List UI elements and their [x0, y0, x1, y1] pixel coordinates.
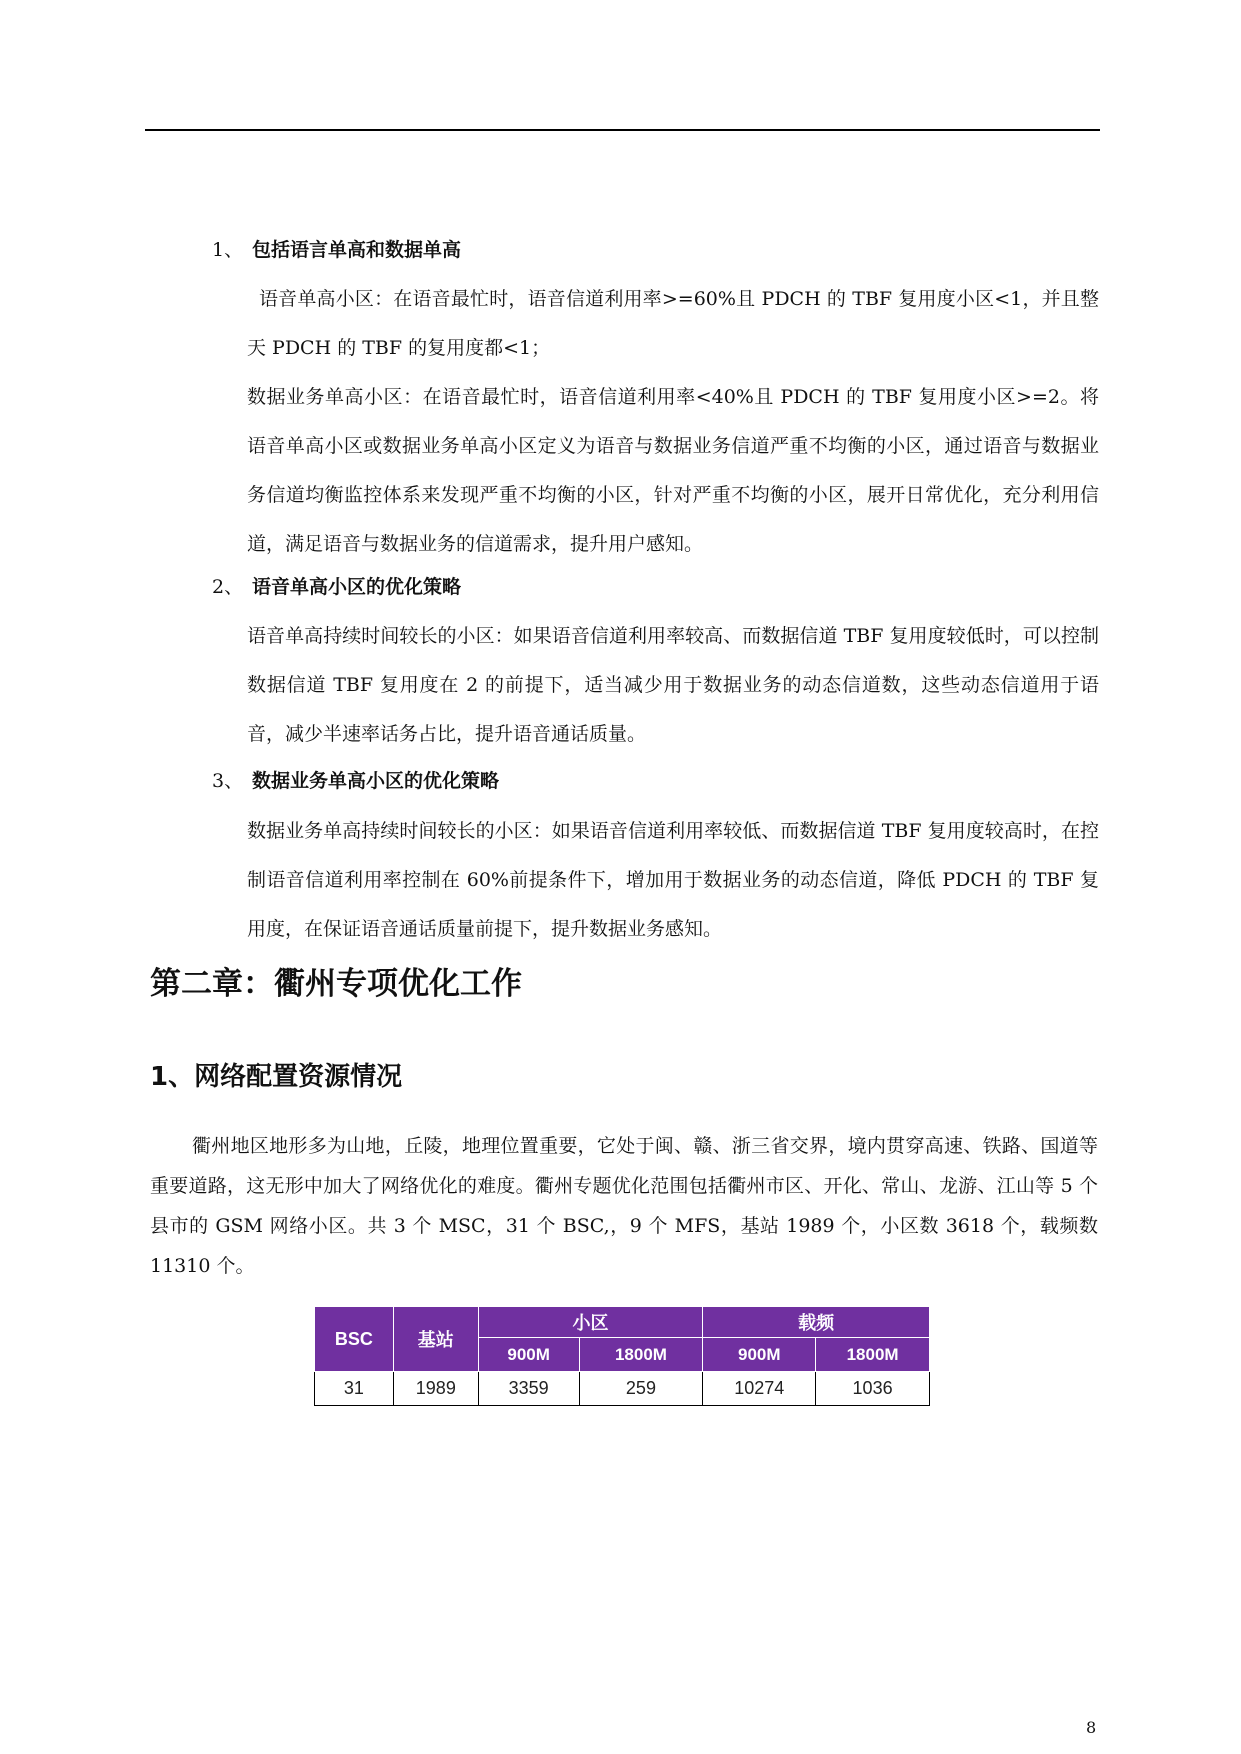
item-number: 1、	[212, 239, 244, 261]
item-title: 语音单高小区的优化策略	[252, 576, 462, 598]
cell-cell-1800: 259	[579, 1372, 703, 1406]
item-heading-1	[212, 237, 461, 263]
subheader-cell-1800: 1800M	[579, 1338, 703, 1372]
item-number: 3、	[212, 770, 244, 792]
paragraph-voice-high: 语音单高小区：在语音最忙时，语音信道利用率>=60%且 PDCH 的 TBF 复用度小区<1，并且整天 PDCH 的 TBF 的复用度都<1；	[247, 288, 1099, 359]
subheader-trx-900: 900M	[703, 1338, 816, 1372]
item-title: 包括语言单高和数据单高	[252, 239, 462, 261]
chapter-title: 第二章：衢州专项优化工作	[150, 966, 522, 1002]
header-trx-group: 载频	[703, 1307, 930, 1338]
cell-site: 1989	[393, 1372, 478, 1406]
paragraph-voice-strategy: 语音单高持续时间较长的小区：如果语音信道利用率较高、而数据信道 TBF 复用度较低时，可以控制数据信道 TBF 复用度在 2 的前提下，适当减少用于数据业务的动态信道数，这些动态信道用于语音，减少半速率话务占比，提升语音通话质量。	[247, 625, 1099, 745]
cell-trx-1800: 1036	[816, 1372, 930, 1406]
subheader-cell-900: 900M	[478, 1338, 579, 1372]
item-number: 2、	[212, 576, 244, 598]
table-header-row	[315, 1307, 930, 1338]
header-site: 基站	[393, 1307, 478, 1372]
cell-trx-900: 10274	[703, 1372, 816, 1406]
cell-bsc: 31	[315, 1372, 394, 1406]
item-heading-2	[212, 574, 461, 600]
item-heading-3	[212, 768, 499, 794]
paragraph-data-strategy: 数据业务单高持续时间较长的小区：如果语音信道利用率较低、而数据信道 TBF 复用度较高时，在控制语音信道利用率控制在 60%前提条件下，增加用于数据业务的动态信道，降低 PDCH 的 TBF 复用度，在保证语音通话质量前提下，提升数据业务感知。	[247, 820, 1099, 940]
table-row	[315, 1372, 930, 1406]
paragraph-data-high: 数据业务单高小区：在语音最忙时，语音信道利用率<40%且 PDCH 的 TBF 复用度小区>=2。将语音单高小区或数据业务单高小区定义为语音与数据业务信道严重不均衡的小区，通过语音与数据业务信道均衡监控体系来发现严重不均衡的小区，针对严重不均衡的小区，展开日常优化，充分利用信道，满足语音与数据业务的信道需求，提升用户感知。	[247, 386, 1099, 555]
resource-table	[314, 1306, 930, 1406]
section-title: 1、网络配置资源情况	[150, 1062, 403, 1092]
item-title: 数据业务单高小区的优化策略	[252, 770, 500, 792]
subheader-trx-1800: 1800M	[816, 1338, 930, 1372]
section-paragraph: 衢州地区地形多为山地，丘陵，地理位置重要，它处于闽、赣、浙三省交界，境内贯穿高速、铁路、国道等重要道路，这无形中加大了网络优化的难度。衢州专题优化范围包括衢州市区、开化、常山、龙游、江山等 5 个县市的 GSM 网络小区。共 3 个 MSC，31 个 BSC,，9 个 MFS，基站 1989 个，小区数 3618 个，载频数 11310 个。	[150, 1135, 1098, 1277]
header-rule	[145, 129, 1100, 131]
header-cell-group: 小区	[478, 1307, 703, 1338]
cell-cell-900: 3359	[478, 1372, 579, 1406]
header-bsc: BSC	[315, 1307, 394, 1372]
page-number: 8	[1086, 1718, 1097, 1737]
